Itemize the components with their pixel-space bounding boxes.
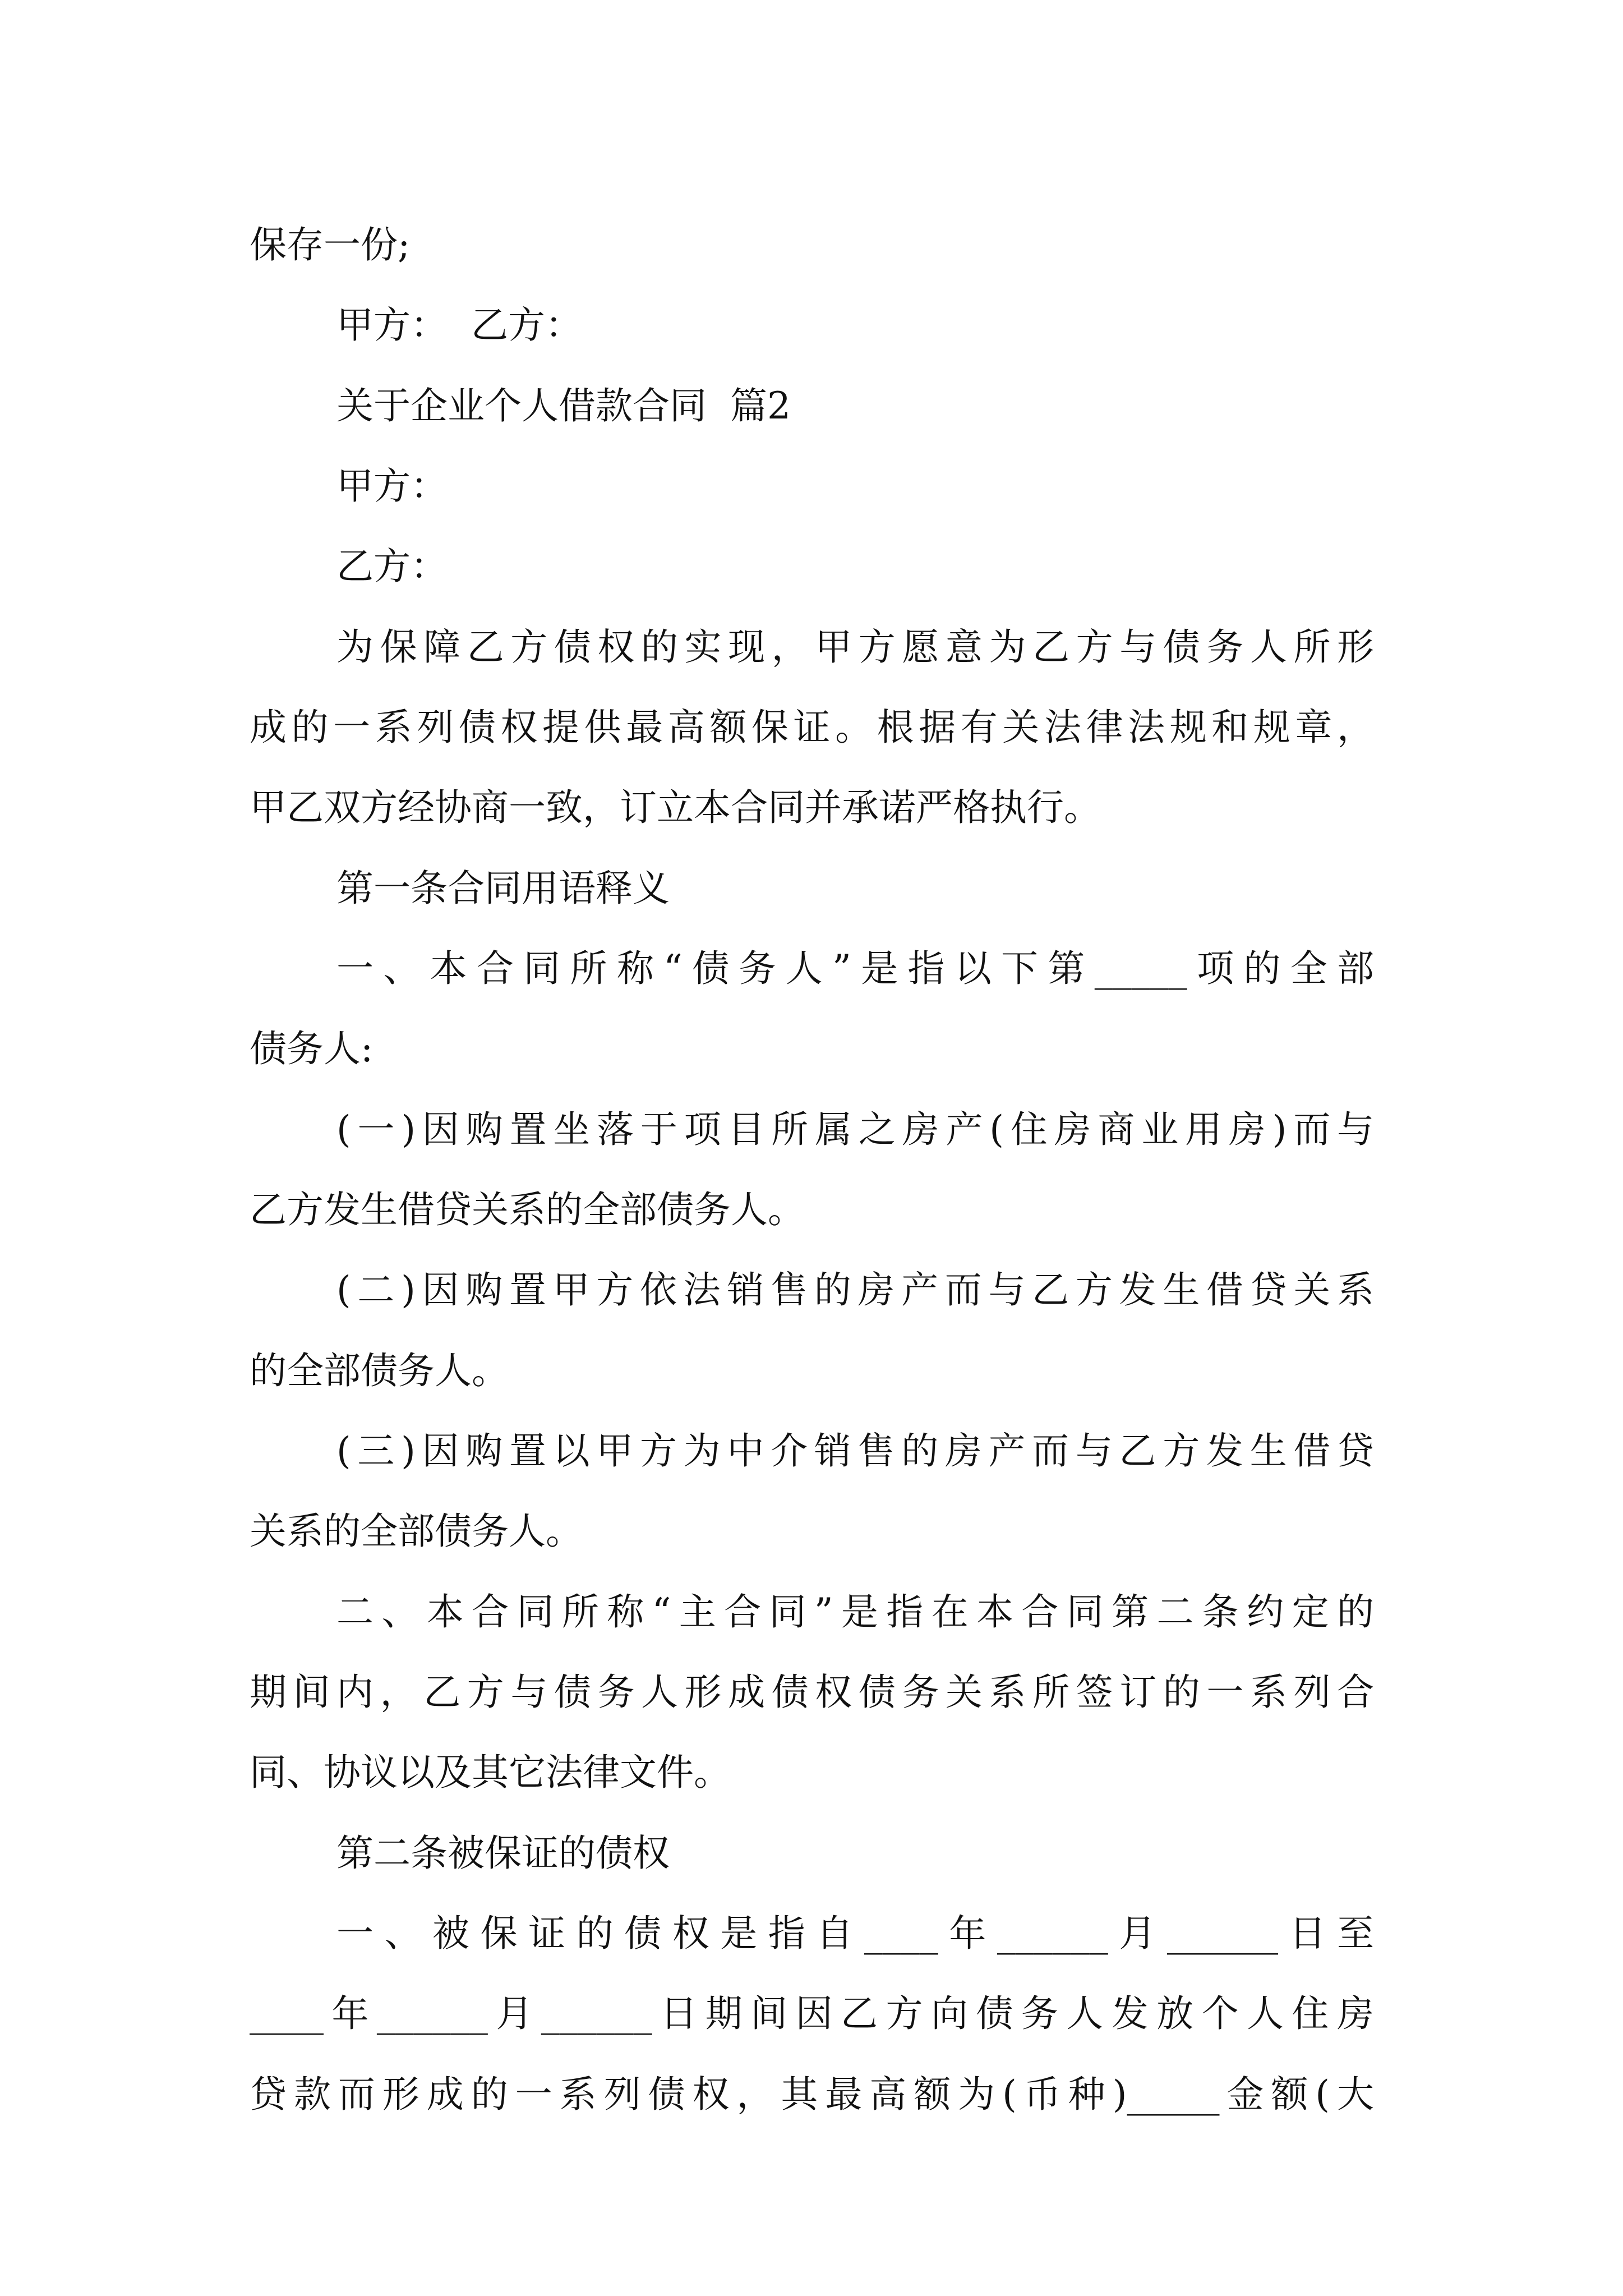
article-heading: 第二条被保证的债权: [336, 1832, 670, 1875]
text-line: ____年______月______日期间因乙方向债务人发放个人住房: [250, 1992, 1374, 2035]
text-line: 贷款而形成的一系列债权，其最高额为(币种)_____金额(大: [250, 2073, 1374, 2116]
text-line: (一)因购置坐落于项目所属之房产(住房商业用房)而与: [336, 1108, 1374, 1151]
text-line: 一、被保证的债权是指自____年______月______日至: [336, 1912, 1374, 1955]
text-line: (二)因购置甲方依法销售的房产而与乙方发生借贷关系: [336, 1268, 1374, 1312]
text-line: 二、本合同所称“主合同”是指在本合同第二条约定的: [336, 1590, 1374, 1634]
text-line: 一、本合同所称“债务人”是指以下第_____项的全部: [336, 947, 1374, 990]
text-line: 期间内，乙方与债务人形成债权债务关系所签订的一系列合: [250, 1671, 1374, 1714]
text-line: 债务人:: [250, 1027, 374, 1070]
party-a-label: 甲方：: [336, 464, 448, 508]
article-heading: 第一条合同用语释义: [336, 867, 670, 910]
text-line: 关系的全部债务人。: [250, 1510, 583, 1553]
text-line: 甲乙双方经协商一致，订立本合同并承诺严格执行。: [250, 786, 1101, 829]
party-b-label: 乙方：: [336, 545, 448, 588]
text-line: 保存一份;: [250, 223, 411, 266]
section-title: 关于企业个人借款合同 篇2: [336, 384, 791, 427]
parties-line: 甲方： 乙方：: [336, 303, 582, 347]
text-line: 为保障乙方债权的实现，甲方愿意为乙方与债务人所形: [336, 625, 1374, 669]
text-line: 成的一系列债权提供最高额保证。根据有关法律法规和规章，: [250, 706, 1374, 749]
text-line: 同、协议以及其它法律文件。: [250, 1751, 731, 1794]
text-line: 的全部债务人。: [250, 1349, 509, 1392]
text-line: 乙方发生借贷关系的全部债务人。: [250, 1188, 805, 1231]
text-line: (三)因购置以甲方为中介销售的房产而与乙方发生借贷: [336, 1429, 1374, 1473]
